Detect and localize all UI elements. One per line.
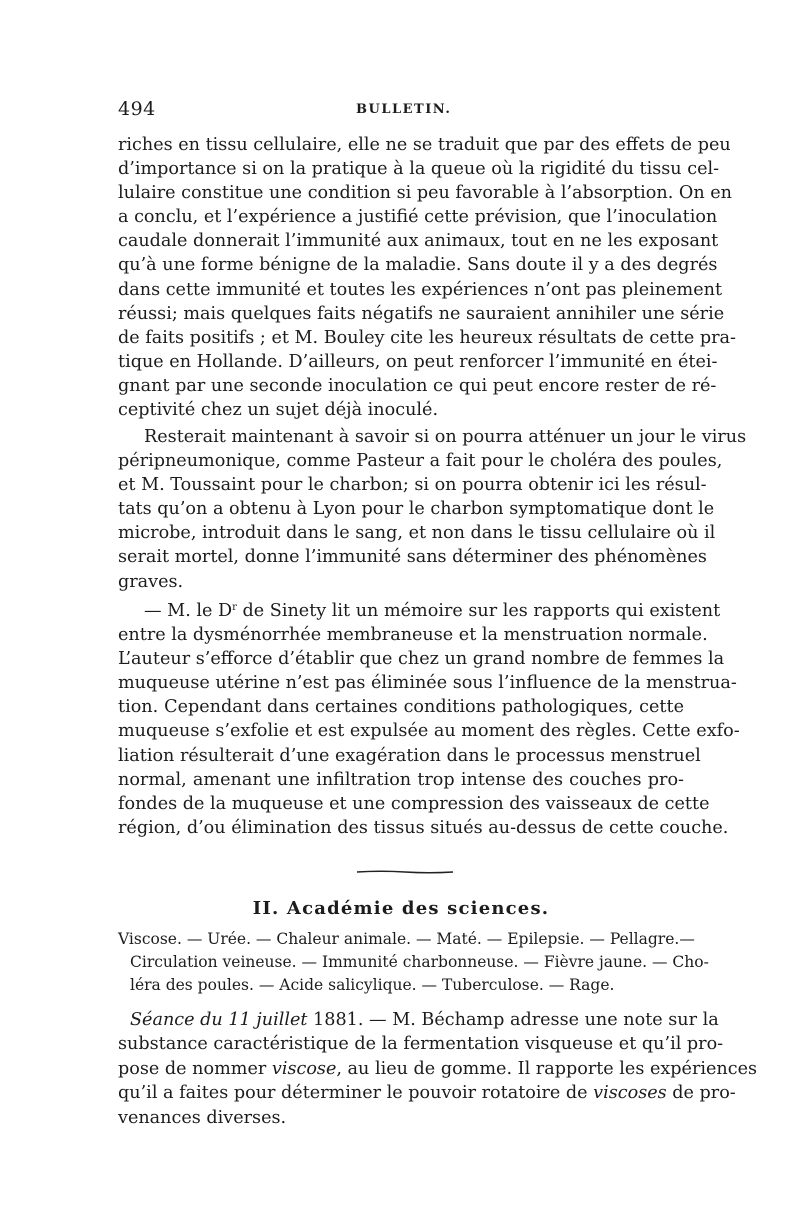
text-line: muqueuse utérine n’est pas éliminée sous l’influence de la menstrua-	[118, 673, 737, 694]
paragraph-1	[118, 133, 736, 422]
text-line: de faits positifs ; et M. Bouley cite les heureux résultats de cette pra-	[118, 327, 736, 348]
text-line: normal, amenant une infiltration trop intense des couches pro-	[118, 769, 684, 790]
text-line	[118, 1081, 736, 1105]
superscript: r	[232, 602, 237, 613]
page-header	[118, 98, 684, 122]
text-line: tats qu’on a obtenu à Lyon pour le charbon symptomatique dont le	[118, 499, 715, 520]
line-rest: — M. Béchamp adresse une note sur la	[363, 1010, 719, 1030]
line-rest: de Sinety lit un mémoire sur les rapports qui existent	[236, 601, 721, 621]
text-line: lulaire constitue une condition si peu favorable à l’absorption. On en	[118, 183, 732, 204]
text-line: venances diverses.	[118, 1107, 287, 1128]
text-line: gnant par une seconde inoculation ce qui peut encore rester de ré-	[118, 375, 717, 396]
paragraph-2	[118, 425, 747, 594]
text-line: a conclu, et l’expérience a justifié cette prévision, que l’inoculation	[118, 207, 718, 228]
line-prefix: — M. le D	[144, 601, 233, 621]
summary-line: léra des poules. — Acide salicylique. — Tuberculose. — Rage.	[130, 975, 615, 994]
text-line: dans cette immunité et toutes les expériences n’ont pas pleinement	[118, 279, 723, 300]
text-line: péripneumonique, comme Pasteur a fait pour le choléra des poules,	[118, 451, 723, 472]
seance-date: Séance du 11 juillet	[130, 1010, 308, 1030]
italic-term: viscoses	[593, 1083, 667, 1104]
text-line: qu’à une forme bénigne de la maladie. Sans doute il y a des degrés	[118, 255, 718, 276]
text-line: microbe, introduit dans le sang, et non dans le tissu cellulaire où il	[118, 523, 716, 544]
text-line: réussi; mais quelques faits négatifs ne sauraient annihiler une série	[118, 303, 725, 324]
summary-line: Viscose. — Urée. — Chaleur animale. — Maté. — Epilepsie. — Pellagre.—	[118, 930, 695, 948]
text-line	[118, 599, 721, 623]
text-line: tique en Hollande. D’ailleurs, on peut renforcer l’immunité en étei-	[118, 351, 718, 372]
text-line: serait mortel, donne l’immunité sans déterminer des phénomènes	[118, 547, 707, 568]
page-number: 494	[118, 98, 156, 120]
text-line: tion. Cependant dans certaines conditions pathologiques, cette	[118, 697, 684, 718]
text-line	[118, 1057, 758, 1081]
seance-paragraph	[118, 1008, 758, 1130]
section-heading: II. Académie des sciences.	[252, 898, 550, 919]
line-start: pose de nommer	[118, 1058, 272, 1079]
text-line: d’importance si on la pratique à la queue où la rigidité du tissu cel-	[118, 159, 720, 180]
running-head: BULLETIN.	[356, 102, 452, 117]
line-rest: de pro-	[666, 1083, 736, 1104]
text-line: muqueuse s’exfolie et est expulsée au moment des règles. Cette exfo-	[118, 721, 740, 742]
text-line: et M. Toussaint pour le charbon; si on pourra obtenir ici les résul-	[118, 475, 707, 496]
text-line: graves.	[118, 571, 184, 592]
text-line: caudale donnerait l’immunité aux animaux, tout en ne les exposant	[118, 231, 719, 252]
text-line: Resterait maintenant à savoir si on pourra atténuer un jour le virus	[144, 427, 747, 447]
line-rest: , au lieu de gomme. Il rapporte les expériences	[336, 1058, 758, 1079]
section-divider-ornament	[357, 870, 453, 874]
text-line	[118, 1008, 719, 1032]
text-line: substance caractéristique de la fermentation visqueuse et qu’il pro-	[118, 1034, 724, 1055]
text-line: fondes de la muqueuse et une compression des vaisseaux de cette	[118, 793, 710, 814]
text-line: riches en tissu cellulaire, elle ne se traduit que par des effets de peu	[118, 135, 731, 155]
text-line: ceptivité chez un sujet déjà inoculé.	[118, 400, 439, 421]
paragraph-3	[118, 599, 740, 840]
line-start: qu’il a faites pour déterminer le pouvoir rotatoire de	[118, 1083, 594, 1104]
text-line: région, d’ou élimination des tissus situés au-dessus de cette couche.	[118, 817, 729, 838]
text-line: entre la dysménorrhée membraneuse et la menstruation normale.	[118, 625, 708, 646]
text-line: liation résulterait d’une exagération dans le processus menstruel	[118, 745, 701, 766]
seance-year: 1881.	[307, 1010, 364, 1030]
italic-term: viscose	[271, 1058, 337, 1079]
section-summary	[118, 928, 709, 996]
summary-line: Circulation veineuse. — Immunité charbonneuse. — Fièvre jaune. — Cho-	[130, 952, 709, 971]
text-line: L’auteur s’efforce d’établir que chez un grand nombre de femmes la	[118, 649, 725, 670]
